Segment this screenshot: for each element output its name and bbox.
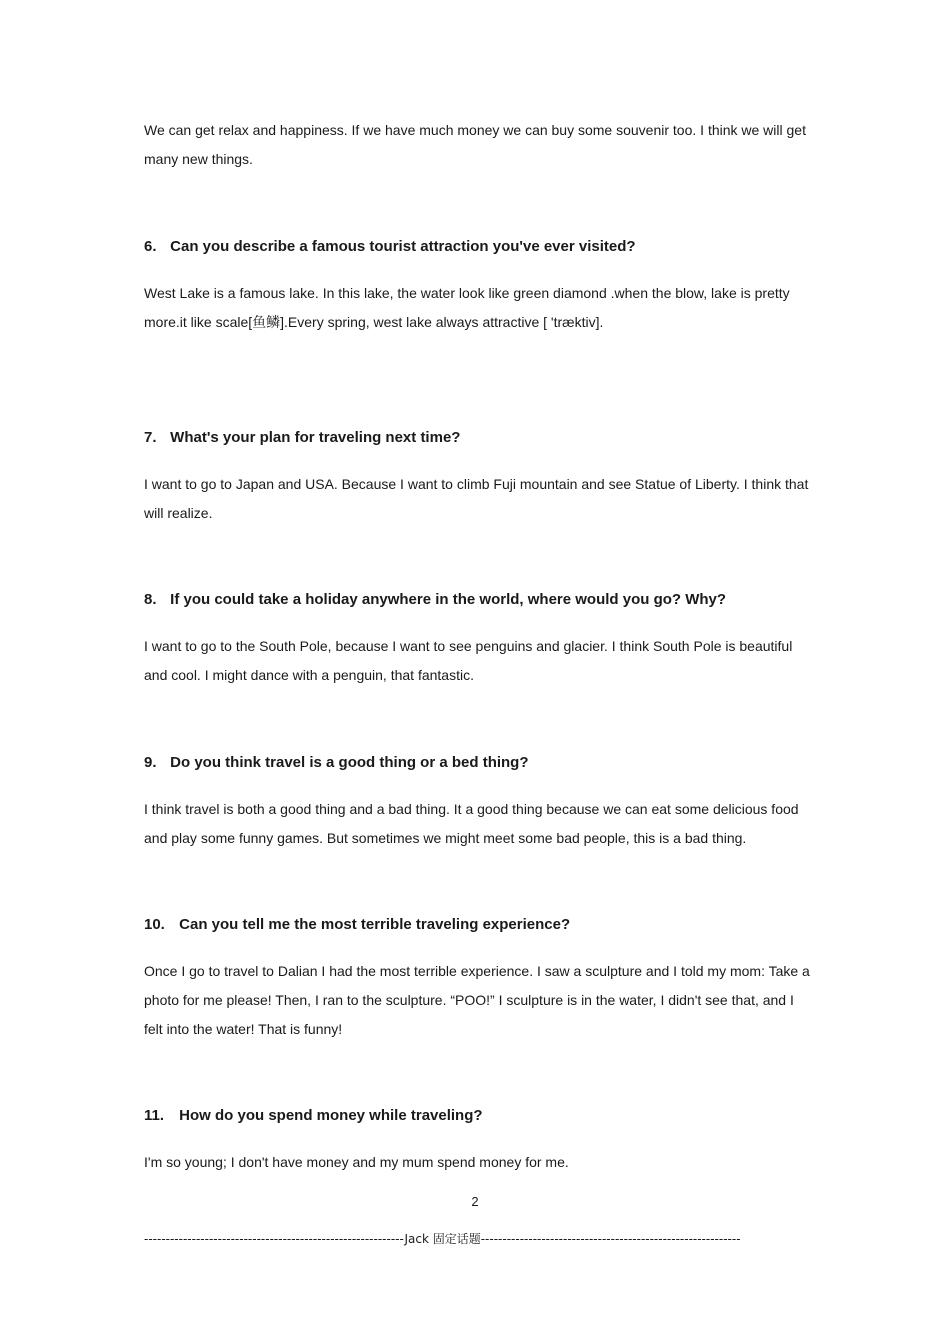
question-11 [144,1105,824,1127]
question-text: Can you tell me the most terrible traveling experience? [179,916,571,933]
question-text: How do you spend money while traveling? [179,1107,483,1124]
question-6 [144,236,824,258]
answer-7: I want to go to Japan and USA. Because I want to climb Fuji mountain and see Statue of Liberty. I think that will realize. [144,476,809,521]
question-number: 10. [144,916,165,933]
question-text: What's your plan for traveling next time? [170,429,461,446]
answer-8: I want to go to the South Pole, because I want to see penguins and glacier. I think South Pole is beautiful and cool. I might dance with a penguin, that fantastic. [144,638,793,683]
question-8 [144,589,824,611]
question-number: 6. [144,238,157,255]
page-footer: ------------------------------------------------------------Jack 固定话题------------------------------------------------------------ [144,1232,741,1246]
question-text: Can you describe a famous tourist attraction you've ever visited? [170,238,636,255]
question-7 [144,427,824,449]
answer-11: I'm so young; I don't have money and my mum spend money for me. [144,1154,569,1170]
question-number: 8. [144,591,157,608]
answer-6: West Lake is a famous lake. In this lake, the water look like green diamond .when the blow, lake is pretty more.it like scale[鱼鳞].Every spring, west lake always attractive [ 'træktiv]. [144,285,790,330]
page-number: 2 [471,1194,479,1209]
question-text: If you could take a holiday anywhere in the world, where would you go? Why? [170,591,727,608]
answer-10: Once I go to travel to Dalian I had the most terrible experience. I saw a sculpture and I told my mom: Take a photo for me please! Then, I ran to the sculpture. “POO!” I sculpture is in the water, I didn't see that, and I felt into the water! That is funny! [144,963,810,1037]
intro-paragraph: We can get relax and happiness. If we have much money we can buy some souvenir too. I think we will get many new things. [144,122,806,167]
question-number: 7. [144,429,157,446]
question-9 [144,752,824,774]
answer-9: I think travel is both a good thing and a bad thing. It a good thing because we can eat some delicious food and play some funny games. But sometimes we might meet some bad people, this is a bad thing. [144,801,799,846]
question-10 [144,914,824,936]
question-number: 9. [144,754,157,771]
question-text: Do you think travel is a good thing or a bed thing? [170,754,529,771]
question-number: 11. [144,1107,165,1124]
